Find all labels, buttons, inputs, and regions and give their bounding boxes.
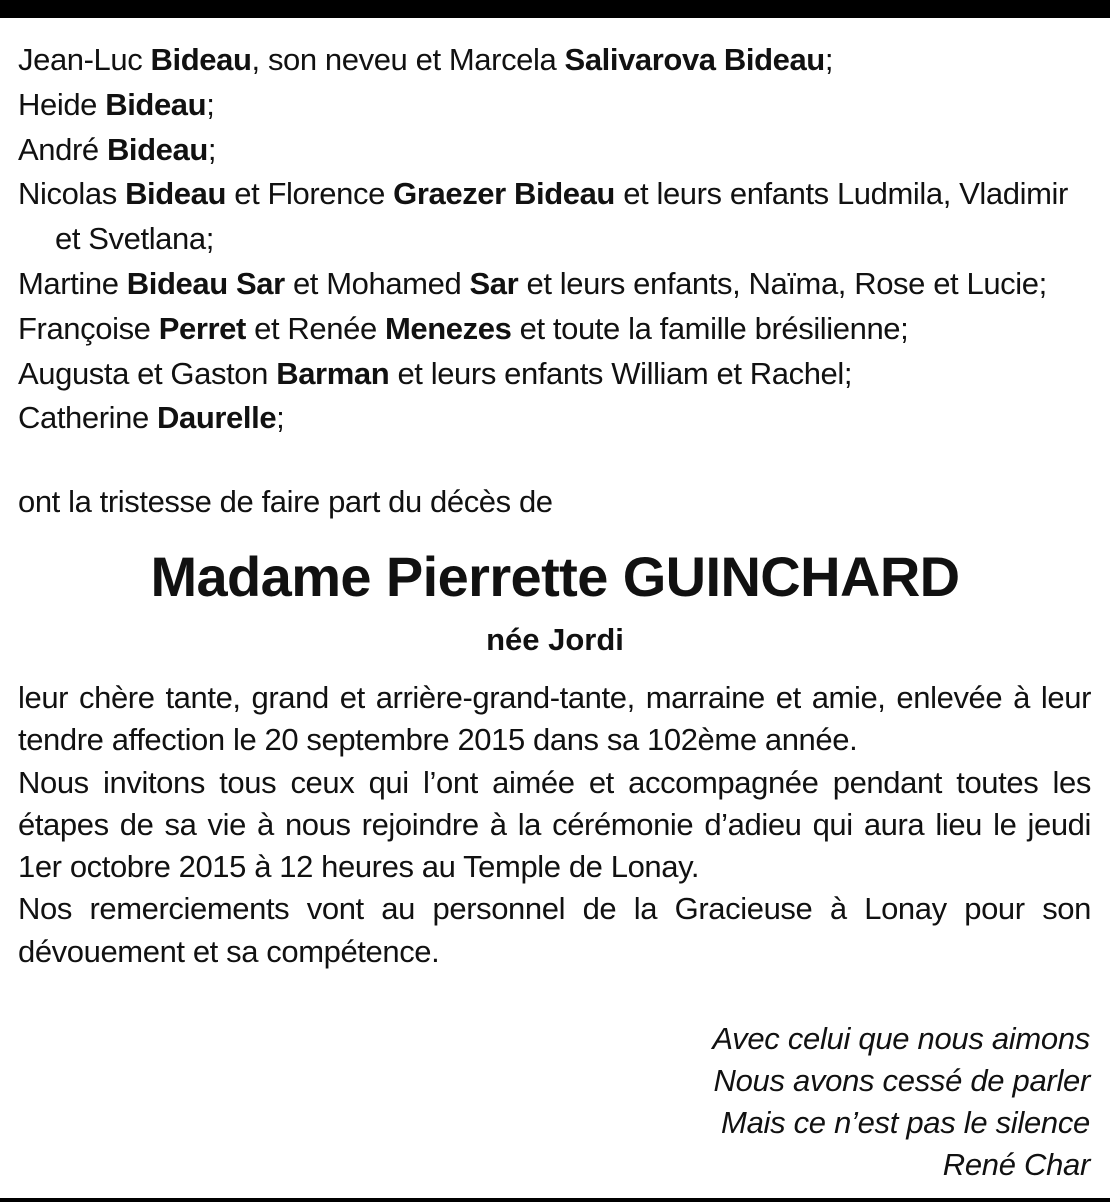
family-line (18, 128, 1098, 173)
family-surname: Bideau (106, 131, 208, 167)
family-text: ; (207, 131, 217, 167)
poem-quote (712, 1018, 1090, 1186)
notice-body (18, 677, 1091, 973)
family-line (18, 83, 1098, 128)
family-surname: Perret (158, 310, 246, 346)
family-line (18, 262, 1098, 307)
family-line (18, 38, 1098, 83)
family-surname: Barman (276, 355, 390, 391)
family-text: Nicolas (18, 176, 126, 212)
maiden-name: née Jordi (486, 622, 624, 657)
family-text: et toute la famille brésilienne; (511, 310, 909, 346)
poem-line: Avec celui que nous aimons (712, 1021, 1090, 1056)
family-line (18, 352, 1098, 397)
family-text: Catherine (18, 400, 158, 436)
family-text: Martine (18, 265, 127, 301)
family-text: ; (276, 400, 285, 436)
family-text: ; (824, 42, 834, 77)
family-line (18, 307, 1098, 352)
family-text: et Mohamed (284, 265, 470, 301)
thanks-paragraph: Nos remerciements vont au personnel de la Gracieuse à Lonay pour son dévouement et sa compétence. (18, 891, 1091, 969)
poem-line: Mais ce n’est pas le silence (721, 1105, 1090, 1140)
family-text: Françoise (18, 310, 159, 346)
family-text: Augusta et Gaston (18, 355, 277, 391)
family-text: André (18, 131, 107, 167)
family-text: et Florence (226, 176, 394, 212)
family-text: Jean-Luc (18, 42, 151, 77)
family-surname: Bideau (150, 42, 252, 77)
family-surname: Bideau (105, 86, 207, 122)
family-surname: Sar (469, 265, 519, 301)
ceremony-paragraph: Nous invitons tous ceux qui l’ont aimée et accompagnée pendant toutes les étapes de sa vie à nous rejoindre à la cérémonie d’adieu qui aura lieu le jeudi 1er octobre 2015 à 12 heures au Temple de Lonay. (18, 764, 1091, 885)
family-surname: Daurelle (157, 400, 277, 436)
family-text: Heide (18, 86, 106, 122)
family-surname: Salivarova Bideau (564, 42, 825, 77)
family-text: et leurs enfants Ludmila, Vladimir et Svetlana; (55, 176, 1068, 257)
family-text: et Renée (245, 310, 385, 346)
family-surname: Graezer Bideau (393, 176, 615, 212)
family-list (18, 38, 1098, 441)
family-surname: Bideau Sar (126, 265, 285, 301)
family-text: ; (206, 86, 215, 122)
family-text: et leurs enfants, Naïma, Rose et Lucie; (518, 265, 1047, 301)
poem-line: Nous avons cessé de parler (713, 1063, 1090, 1098)
family-line (18, 172, 1098, 262)
family-surname: Bideau (125, 176, 227, 212)
family-text: et leurs enfants William et Rachel; (389, 355, 853, 391)
tribute-paragraph: leur chère tante, grand et arrière-grand-tante, marraine et amie, enlevée à leur tendre affection le 20 septembre 2015 dans sa 102ème année. (18, 680, 1091, 758)
poem-author: René Char (942, 1147, 1090, 1182)
announcement-intro: ont la tristesse de faire part du décès de (18, 484, 553, 519)
family-surname: Menezes (385, 310, 512, 346)
top-border-rule (0, 0, 1110, 18)
deceased-name: Madame Pierrette GUINCHARD (150, 545, 960, 608)
bottom-border-rule (0, 1198, 1110, 1202)
family-text: , son neveu et Marcela (251, 42, 565, 77)
family-line (18, 396, 1098, 441)
